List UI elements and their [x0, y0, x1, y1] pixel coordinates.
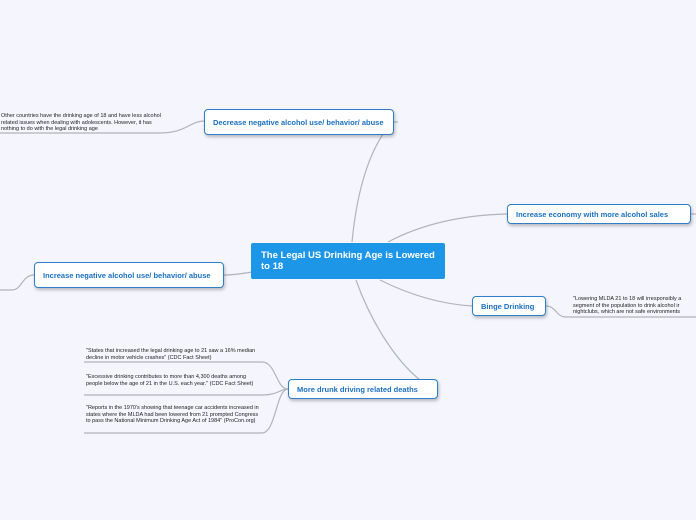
topic-label: More drunk driving related deaths	[297, 384, 418, 394]
topic-label: Binge Drinking	[481, 301, 535, 311]
topic-label: Increase negative alcohol use/ behavior/ abuse	[43, 270, 211, 280]
note-other-countries[interactable]: Other countries have the drinking age of 18 and have less alcohol related issues when dealing with adolescents. However, it has nothing to do with the legal drinking age	[1, 113, 161, 133]
connector-central-increase	[224, 272, 252, 275]
note-states-increased-age[interactable]: "States that increased the legal drinking age to 21 saw a 16% median decline in motor vehicle crashes" (CDC Fact Sheet)	[86, 348, 256, 361]
note-reports-1970s[interactable]: "Reports in the 1970's showing that teenage car accidents increased in states where the MLDA had been lowered from 21 prompted Congress to pass the National Minimum Drinking Age Act of 1984" (ProCon.org)	[86, 405, 259, 425]
topic-label: Increase economy with more alcohol sales	[516, 209, 669, 219]
topic-increase-economy[interactable]	[507, 204, 691, 224]
note-binge-drinking[interactable]: "Lowering MLDA 21 to 18 will irresponsibly a segment of the population to drink alcohol ir nightclubs, which are not safe environments	[573, 296, 682, 316]
connector-increase-out	[0, 275, 34, 290]
topic-increase-negative-alcohol-use[interactable]	[34, 262, 224, 288]
topic-binge-drinking[interactable]	[472, 296, 546, 316]
connector-central-decrease	[352, 131, 385, 242]
topic-more-drunk-driving-deaths[interactable]	[288, 379, 438, 399]
central-topic[interactable]	[251, 243, 445, 279]
topic-label: Decrease negative alcohol use/ behavior/ abuse	[213, 117, 384, 127]
topic-decrease-negative-alcohol-use[interactable]	[204, 109, 394, 135]
central-topic-label: The Legal US Drinking Age is Lowered to 18	[261, 250, 435, 272]
connector-drunk-excessive	[84, 389, 288, 395]
connector-central-economy	[388, 214, 508, 242]
connector-central-binge	[380, 280, 472, 306]
connector-central-drunk	[356, 280, 420, 380]
note-excessive-drinking[interactable]: "Excessive drinking contributes to more than 4,300 deaths among people below the age of 21 in the U.S. each year." (CDC Fact Sheet)	[86, 374, 254, 387]
